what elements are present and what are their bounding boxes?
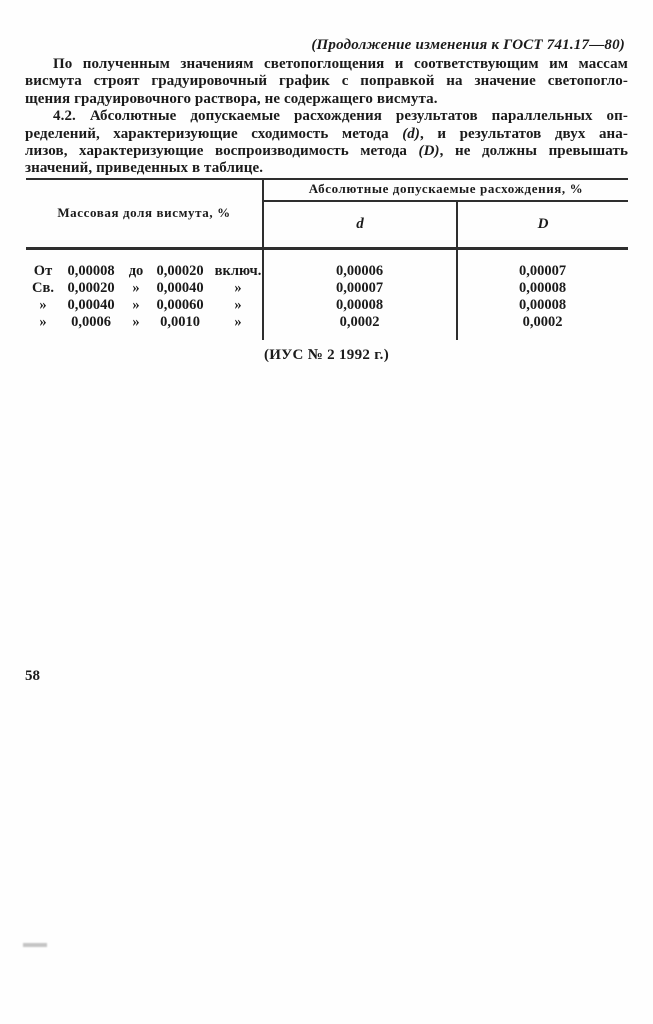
range-from: 0,00008 <box>67 263 115 279</box>
table-body <box>26 263 628 331</box>
range-suffix: » <box>234 280 242 296</box>
range-prefix: От <box>33 263 53 279</box>
paragraph-line: 4.2. Абсолютные допускаемые расхождения результатов параллельных оп- <box>53 108 628 125</box>
range-mid: » <box>132 314 140 330</box>
tolerances-table <box>26 178 628 340</box>
table-subheader-D: D <box>537 216 549 232</box>
range-from: 0,0006 <box>71 314 111 330</box>
table-row <box>26 263 628 280</box>
range-prefix: Св. <box>32 280 54 296</box>
range-suffix: » <box>234 297 242 313</box>
range-from: 0,00020 <box>67 280 115 296</box>
range-cell <box>26 280 262 297</box>
range-mid: » <box>132 280 140 296</box>
range-from: 0,00040 <box>67 297 115 313</box>
d-value: 0,00008 <box>335 297 384 313</box>
d-value: 0,00006 <box>335 263 384 279</box>
range-cell <box>26 297 262 314</box>
table-col1-header: Массовая доля висмута, % <box>57 204 231 220</box>
paragraph-line <box>25 126 628 143</box>
D-value: 0,0002 <box>522 314 563 330</box>
range-to: 0,00060 <box>156 297 204 313</box>
table-subheader-d: d <box>356 216 364 232</box>
range-cell <box>26 314 262 331</box>
line-text: , и результатов двух ана- <box>420 125 628 142</box>
range-prefix: » <box>39 314 47 330</box>
D-value: 0,00008 <box>518 297 567 313</box>
paragraph-2 <box>25 108 628 178</box>
paragraph-line: щения градуировочного раствора, не содержащего висмута. <box>25 90 438 107</box>
line-text: , не должны превышать <box>439 142 628 159</box>
range-mid: » <box>132 297 140 313</box>
paragraph-1 <box>25 56 628 108</box>
table-row <box>26 280 628 297</box>
range-to: 0,0010 <box>160 314 200 330</box>
table-span-header: Абсолютные допускаемые расхождения, % <box>308 181 584 196</box>
D-value: 0,00008 <box>518 280 567 296</box>
source-note: (ИУС № 2 1992 г.) <box>263 347 390 363</box>
range-suffix: » <box>234 314 242 330</box>
range-suffix: включ. <box>214 263 262 279</box>
range-to: 0,00020 <box>156 263 204 279</box>
continuation-note: (Продолжение изменения к ГОСТ 741.17—80) <box>311 37 625 53</box>
range-mid: до <box>128 263 144 279</box>
table-row <box>26 314 628 331</box>
body-text <box>25 56 628 178</box>
paragraph-line <box>25 143 628 160</box>
paragraph-line: значений, приведенных в таблице. <box>25 160 264 177</box>
range-prefix: » <box>39 297 47 313</box>
line-text: ределений, характеризующие сходимость метода <box>25 125 403 142</box>
paragraph-line: висмута строят градуировочный график с поправкой на значение светопогло- <box>25 73 628 90</box>
d-value: 0,0002 <box>339 314 380 330</box>
italic-symbol-d: (d) <box>402 125 420 142</box>
paragraph-line: По полученным значениям светопоглощения и соответствующим им массам <box>53 56 628 72</box>
d-value: 0,00007 <box>335 280 384 296</box>
D-value: 0,00007 <box>518 263 567 279</box>
range-cell <box>26 263 262 280</box>
range-to: 0,00040 <box>156 280 204 296</box>
table-row <box>26 297 628 314</box>
line-text: лизов, характеризующие воспроизводимость метода <box>25 142 419 159</box>
scan-artifact <box>23 943 47 947</box>
table-header-separator <box>26 247 628 250</box>
page-number: 58 <box>25 668 40 684</box>
italic-symbol-D: (D) <box>418 142 440 159</box>
